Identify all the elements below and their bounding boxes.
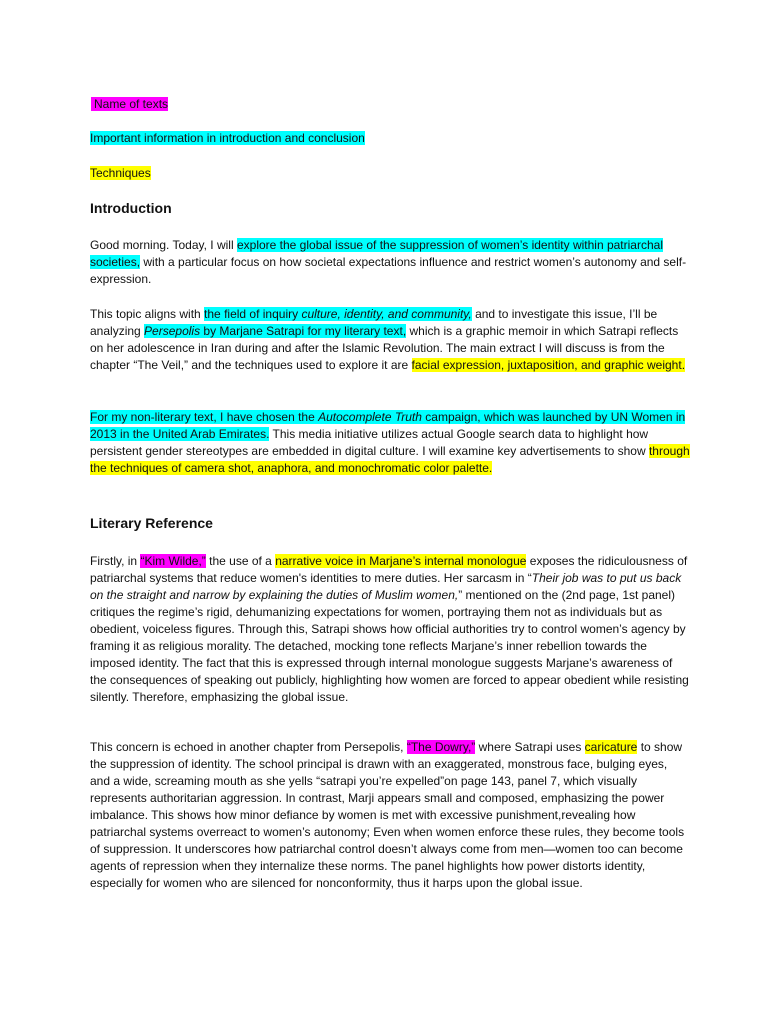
legend-names-label: Name of texts: [91, 97, 168, 111]
intro-p2-hl2-text: by Marjane Satrapi for my literary text,: [200, 324, 407, 338]
intro-p2-hl2-italic: Persepolis: [144, 324, 201, 338]
intro-p2-hl1-italic: culture, identity, and community,: [301, 307, 472, 321]
legend-names: [91, 96, 168, 112]
intro-p2-text-c: which is a graphic memoir in which Satrapi reflects on her adolescence in Iran during and after the Islamic Revolution. The main extract I will discuss is from the chapter “The Veil,” and the techniques used to explore it are: [90, 324, 679, 372]
intro-p2-text-b: and to investigate this issue, I’ll be analyzing: [90, 307, 658, 338]
intro-p2-hl1-text: the field of inquiry: [204, 307, 302, 321]
intro-p3-highlight-2: through the techniques of camera shot, anaphora, and monochromatic color palette.: [90, 444, 690, 475]
lit-p1-highlight-name: “Kim Wilde,”: [140, 554, 206, 568]
legend-techniques-label: Techniques: [90, 166, 151, 180]
lit-p1-quote: Their job was to put us back on the straight and narrow by explaining the duties of Muslim women,: [90, 571, 682, 602]
intro-p3-hl1-italic: Autocomplete Truth: [318, 410, 422, 424]
intro-p1-text-b: with a particular focus on how societal expectations influence and restrict women’s autonomy and self-expression.: [90, 255, 687, 286]
intro-p3-hl1b-text: campaign, which was launched by UN Women in 2013 in the United Arab Emirates.: [90, 410, 686, 441]
intro-p3-text-a: This media initiative utilizes actual Google search data to highlight how persistent gender stereotypes are embedded in digital culture. I will examine key advertisements to show: [90, 427, 649, 458]
lit-p2-highlight-technique: caricature: [584, 740, 638, 754]
lit-p1-text-b: the use of a: [205, 554, 276, 568]
literary-paragraph-1: [90, 553, 690, 706]
lit-p2-text-a: This concern is echoed in another chapter from Persepolis,: [90, 740, 407, 754]
lit-p1-highlight-technique: narrative voice in Marjane’s internal monologue: [275, 554, 527, 568]
introduction-heading: Introduction: [90, 200, 172, 216]
lit-p1-text-d: ” mentioned on the (2nd page, 1st panel) critiques the regime’s rigid, dehumanizing expectations for women, portraying them not as individuals but as obedient, voiceless figures. Through this, Satrapi shows how official authorities try to control women’s agency by framing it as religious morality. The detached, mocking tone reflects Marjane’s inner rebellion towards the imposed identity. The fact that this is expressed through internal monologue suggests Marjane’s awareness of the consequences of speaking out publicly, highlighting how women are forced to appear obedient while resisting silently. Therefore, emphasizing the global issue.: [90, 588, 689, 704]
intro-p2-highlight-1: [204, 307, 472, 321]
lit-p2-highlight-name: “The Dowry,”: [406, 740, 476, 754]
lit-p2-text-b: where Satrapi uses: [475, 740, 585, 754]
intro-paragraph-1: [90, 237, 690, 288]
intro-p1-text-a: Good morning. Today, I will: [90, 238, 237, 252]
intro-p2-highlight-2: [144, 324, 406, 338]
intro-p2-highlight-3: facial expression, juxtaposition, and graphic weight.: [411, 358, 686, 372]
literary-paragraph-2: [90, 739, 690, 892]
literary-reference-heading: Literary Reference: [90, 515, 213, 531]
lit-p2-text-c: to show the suppression of identity. The school principal is drawn with an exaggerated, monstrous face, bulging eyes, and a wide, screaming mouth as she yells “satrapi you’re expelled”on page 143, panel 7, which visually represents authoritarian aggression. In contrast, Marji appears small and composed, emphasizing the power imbalance. This shows how minor defiance by women is met with excessive punishment,revealing how patriarchal systems overreact to women’s autonomy; Even when women enforce these rules, they become tools of suppression. It underscores how patriarchal control doesn’t always come from men—women too can become agents of repression when they internalize these norms. The panel highlights how power distorts identity, especially for women who are silenced for nonconformity, thus it harps upon the global issue.: [90, 740, 685, 890]
intro-paragraph-2: [90, 306, 690, 374]
legend-important-label: Important information in introduction and conclusion: [90, 131, 365, 145]
legend-important: [90, 130, 365, 146]
legend-techniques: [90, 165, 151, 181]
lit-p1-text-c: exposes the ridiculousness of patriarchal systems that reduce women's identities to mere duties. Her sarcasm in “: [90, 554, 688, 585]
intro-p1-highlight: explore the global issue of the suppression of women’s identity within patriarchal societies,: [90, 238, 663, 269]
intro-paragraph-3: [90, 409, 690, 477]
intro-p3-hl1-text: For my non-literary text, I have chosen the: [90, 410, 319, 424]
intro-p2-text-a: This topic aligns with: [90, 307, 205, 321]
lit-p1-text-a: Firstly, in: [90, 554, 141, 568]
